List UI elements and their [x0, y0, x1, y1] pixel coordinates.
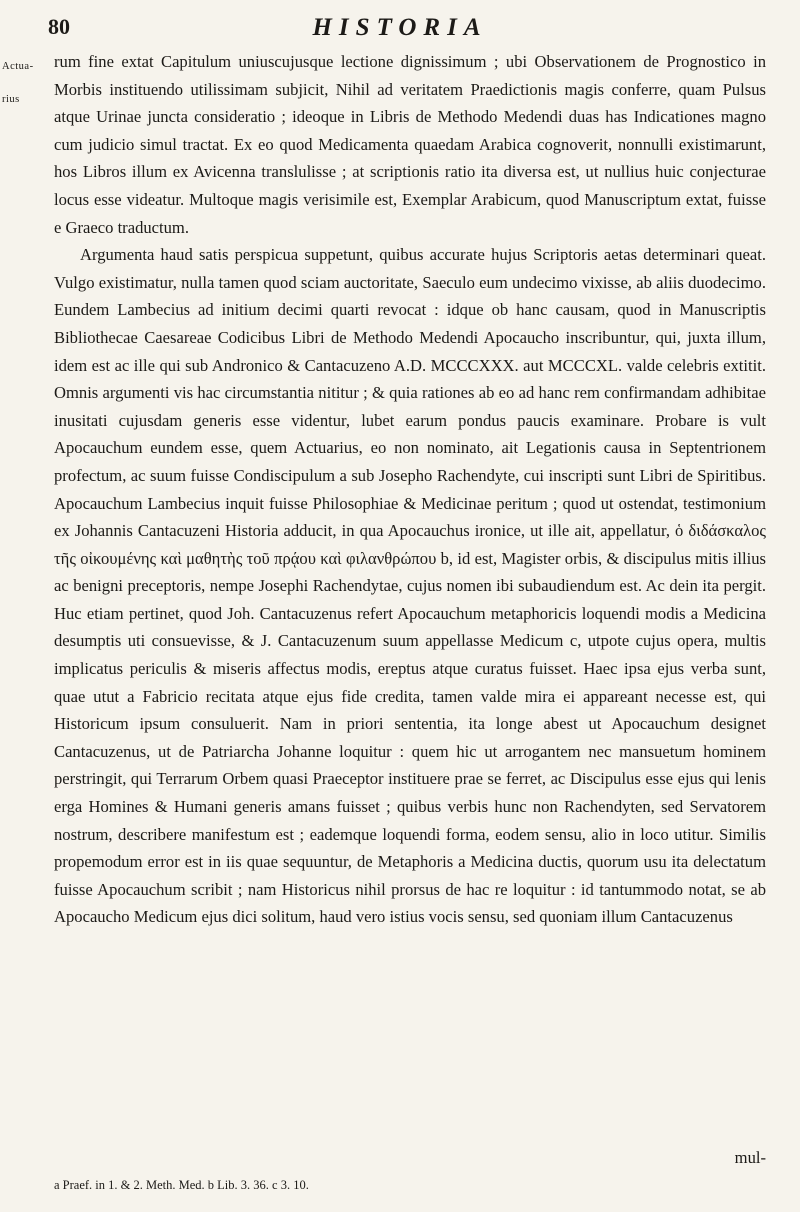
margin-note: Actua-rius: [2, 61, 34, 105]
page-number: 80: [48, 14, 70, 39]
catchword: mul-: [734, 1148, 766, 1167]
paragraph: Argumenta haud satis perspicua suppetunt, quibus accurate hujus Scriptoris aetas determinari queat. Vulgo existimatur, nulla tamen quod sciam auctoritate, Saeculo eum undecimo vixisse, ab aliis duodecimo. Eundem Lambecius ad initium decimi quarti revocat : idque ob hanc causam, quod in Manuscriptis Bibliothecae Caesareae Codicibus Libri de Methodo Medendi Apocaucho inscribuntur, qui, juxta illum, idem est ac ille qui sub Andronico & Cantacuzeno A.D. MCCCXXX. aut MCCCXL. valde celebris extitit. Omnis argumenti vis hac circumstantia nititur ; & quia rationes ab eo ad hanc rem confirmandam adhibitae inusitati cujusdam generis esse videntur, lubet earum pondus paucis examinare. Probare is vult Apocauchum eundem esse, quem Actuarius, eo non nominato, ait Legationis causa in Septentrionem profectum, ac suum fuisse Condiscipulum a sub Josepho Rachendyte, cui inscripti sunt Libri de Spiritibus. Apocauchum Lambecius inquit fuisse Philosophiae & Medicinae peritum ; quod ut ostendat, testimonium ex Johannis Cantacuzeni Historia adducit, in qua Apocauchus ironice, ut ille ait, appellatur, ὁ διδάσκαλος τῆς οἰκουμένης καὶ μαθητὴς τοῦ πρᾴου καὶ φιλανθρώπου b, id est, Magister orbis, & discipulus mitis illius ac benigni preceptoris, nempe Josephi Rachendytae, cujus nomen ibi subaudiendum est. Ac dein ita pergit. Huc etiam pertinet, quod Joh. Cantacuzenus refert Apocauchum metaphoricis loquendi modis a Medicina desumptis uti consuevisse, & J. Cantacuzenum suum appellasse Medicum c, utpote cujus opera, multis implicatus periculis & miseris affectus modis, ereptus atque curatus fuisset. Haec ipsa ejus verba sunt, quae utut a Fabricio recitata atque ejus fide credita, tamen valde mira ei appareant necesse est, qui Historicum ipsum consuluerit. Nam in priori sententia, ita longe abest ut Apocauchum designet Cantacuzenus, ut de Patriarcha Johanne loquitur : quem hic ut arrogantem nec mansuetum hominem perstringit, qui Terrarum Orbem quasi Praeceptor instituere prae se ferret, ac Discipulus esse ejus qui lenis erga Homines & Humani generis amans fuisset ; quibus verbis hunc non Rachendyten, sed Servatorem nostrum, describere manifestum est ; eademque loquendi forma, eodem sensu, alio in loco utitur. Similis propemodum error est in iis quae sequuntur, de Metaphoris a Medicina ductis, quorum usu ita delectatum fuisse Apocauchum scribit ; nam Historicus nihil prorsus de hac re loquitur : id tantummodo notat, se ab Apocaucho Medicum ejus dici solitum, haud vero istius vocis sensu, sed quoniam illum Cantacuzenus: [54, 245, 766, 927]
paragraph: rum fine extat Capitulum uniuscujusque lectione dignissimum ; ubi Observationem de Prognostico in Morbis instituendo utilissimam subjicit, Nihil ad veritatem Praedictionis magis conferre, quam Pulsus atque Urinae juncta consideratio ; ideoque in Libris de Methodo Medendi duas has Indicationes magno cum judicio simul tractat. Ex eo quod Medicamenta quaedam Arabica cognoverit, nonnulli existimarunt, hos Libros illum ex Avicenna translulisse ; at scriptionis ratio ita diversa est, ut nullius huic conjecturae locus esse videatur. Multoque magis verisimile est, Exemplar Arabicum, quod Manuscriptum extat, fuisse e Graeco traductum.: [54, 52, 766, 237]
body-text: [54, 48, 766, 931]
page-header: [0, 14, 800, 48]
footnotes: a Praef. in 1. & 2. Meth. Med. b Lib. 3. 36. c 3. 10.: [54, 1178, 309, 1192]
running-title: HISTORIA: [312, 14, 488, 41]
